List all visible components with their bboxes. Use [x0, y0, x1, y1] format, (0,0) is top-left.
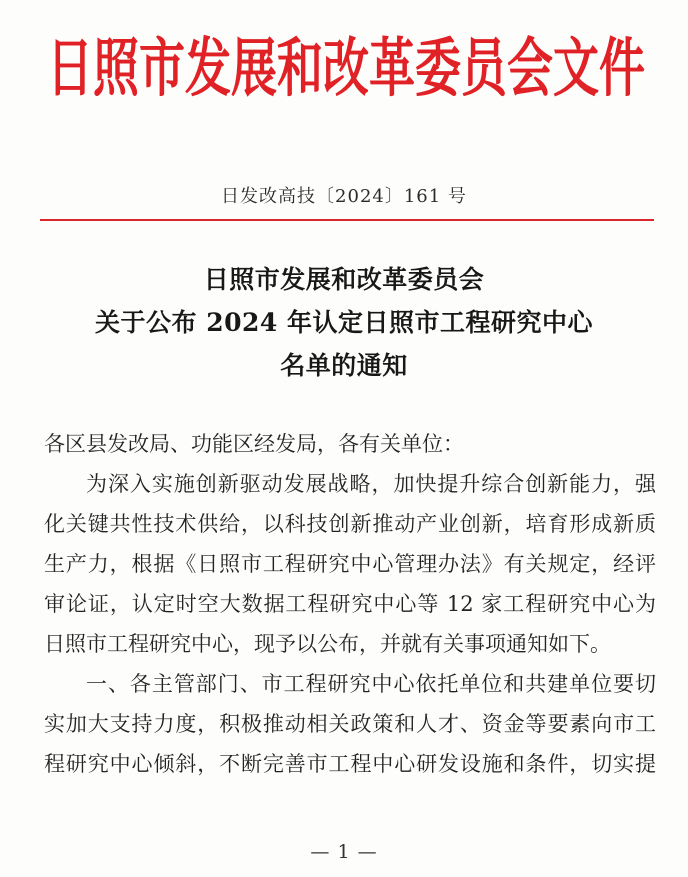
title-line-2: 关于公布 2024 年认定日照市工程研究中心	[95, 308, 593, 337]
notice-body	[44, 424, 656, 784]
document-masthead: 日照市发展和改革委员会文件	[47, 30, 645, 106]
body-line: 日照市工程研究中心，现予以公布，并就有关事项通知如下。	[44, 632, 611, 656]
body-line: 一、各主管部门、市工程研究中心依托单位和共建单位要切	[86, 672, 656, 696]
title-line-3: 名单的通知	[280, 351, 408, 380]
title-line-1: 日照市发展和改革委员会	[203, 265, 485, 294]
salutation-line: 各区县发改局、功能区经发局，各有关单位：	[44, 432, 464, 456]
body-line: 为深入实施创新驱动发展战略，加快提升综合创新能力，强	[86, 472, 656, 496]
page-number: — 1 —	[310, 841, 378, 863]
body-line: 生产力，根据《日照市工程研究中心管理办法》有关规定，经评	[44, 552, 656, 576]
body-line: 程研究中心倾斜，不断完善市工程中心研发设施和条件，切实提	[44, 752, 656, 776]
body-line: 化关键共性技术供给，以科技创新推动产业创新，培育形成新质	[44, 512, 656, 536]
body-line: 审论证，认定时空大数据工程研究中心等 12 家工程研究中心为	[44, 592, 656, 616]
red-divider-line	[40, 219, 654, 221]
document-number: 日发改高技〔2024〕161 号	[221, 186, 467, 207]
notice-title	[0, 258, 688, 387]
body-line: 实加大支持力度，积极推动相关政策和人才、资金等要素向市工	[44, 712, 656, 736]
